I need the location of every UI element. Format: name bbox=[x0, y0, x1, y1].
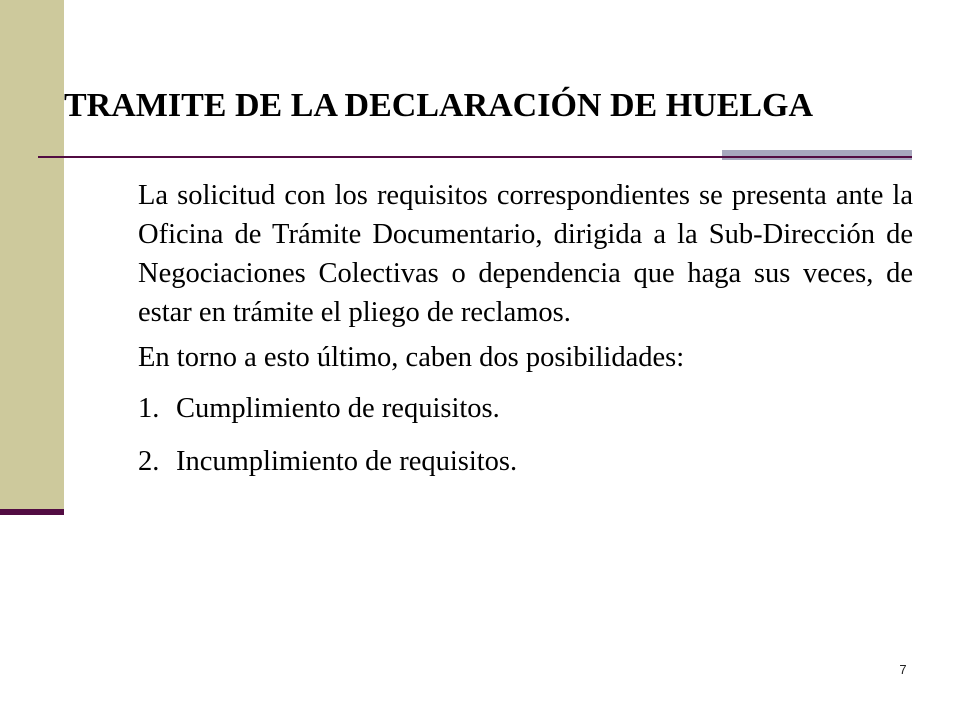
list-item bbox=[138, 389, 913, 428]
side-bar-accent-line bbox=[0, 509, 64, 515]
intro-text: En torno a esto último, caben dos posibilidades: bbox=[138, 342, 685, 373]
list-item-text: Incumplimiento de requisitos. bbox=[176, 446, 518, 477]
page-number: 7 bbox=[899, 662, 907, 677]
list-item-number: 1. bbox=[138, 393, 160, 424]
side-decorative-bar bbox=[0, 0, 64, 512]
title-underline bbox=[38, 156, 912, 158]
slide-title: TRAMITE DE LA DECLARACIÓN DE HUELGA bbox=[64, 87, 814, 124]
body-paragraph: La solicitud con los requisitos correspondientes se presenta ante la Oficina de Trámite Documentario, dirigida a la Sub-Dirección de Negociaciones Colectivas o dependencia que haga sus veces, de estar en trámite el pliego de reclamos. bbox=[138, 180, 913, 328]
title-rule-accent bbox=[722, 150, 912, 160]
list-item-number: 2. bbox=[138, 446, 160, 477]
slide-body bbox=[138, 176, 913, 495]
list-item bbox=[138, 442, 913, 481]
list-item-text: Cumplimiento de requisitos. bbox=[176, 393, 500, 424]
